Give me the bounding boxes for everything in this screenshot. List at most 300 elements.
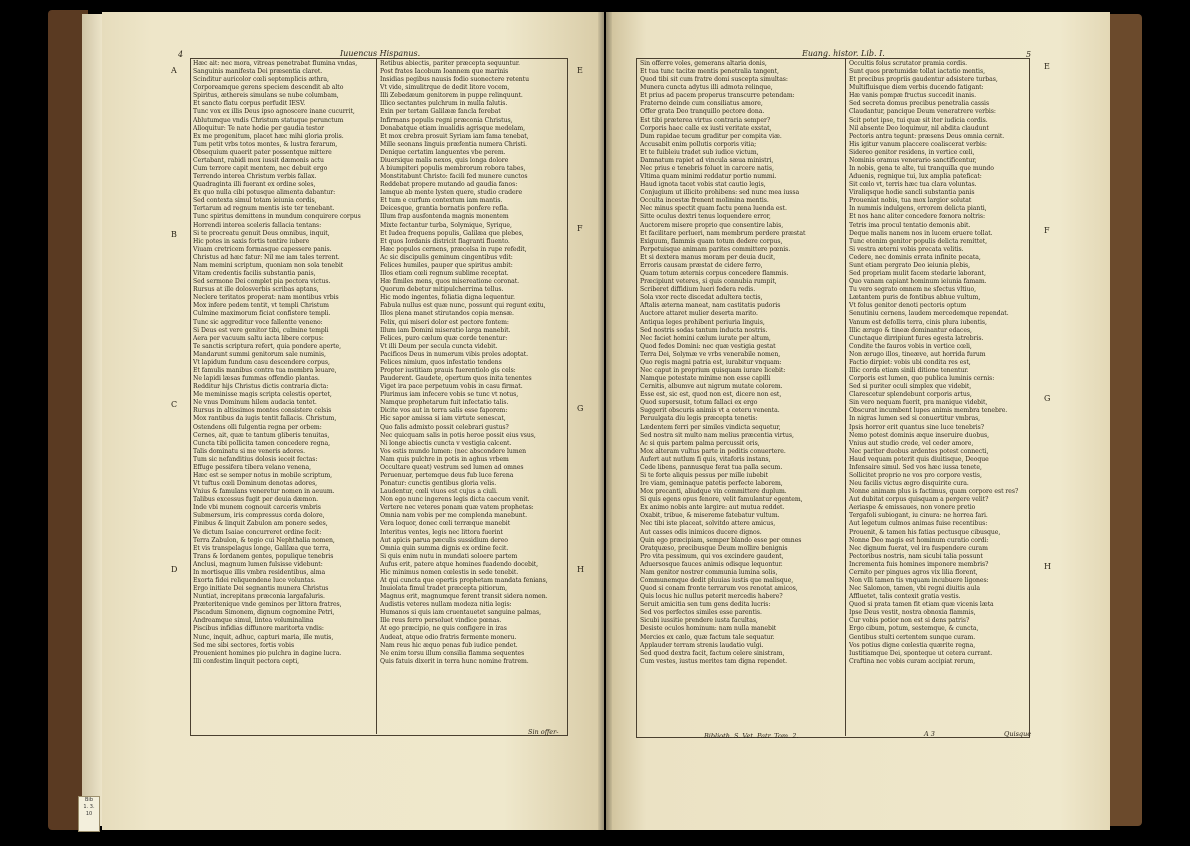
verse-line: Ac sic discipulis geminum cingentibus vdit: bbox=[380, 253, 513, 261]
verse-line: Sed quod dextra facit, factum celere sinistram, bbox=[640, 649, 785, 657]
verse-line: Sidereo genitor residens, in vertice cœli, bbox=[849, 148, 975, 156]
verse-line: Si te procreatu genuit Deus omnibus, inquit, bbox=[193, 229, 330, 237]
verse-line: Cur vobis potior non est si dens patris? bbox=[849, 617, 970, 625]
verse-line: Cernito per pingues agros vix lilia florent, bbox=[849, 568, 978, 576]
verse-line: Illos etiam cœli regnum sublime receptat. bbox=[380, 270, 509, 278]
verse-line: Aut dubitat corpus quisquam a pergere velit? bbox=[849, 496, 989, 504]
verse-line: Alloquitur: Te nate hodie per gaudia testor bbox=[193, 124, 325, 132]
verse-line: Aera per vacuum saltu iacta libere corpus: bbox=[193, 334, 324, 342]
verse-line: Nil absente Deo loquimur, nil abdita claudunt bbox=[849, 124, 989, 132]
verse-line: Sanguinis manifesta Dei præsentia claret. bbox=[193, 68, 323, 76]
verse-line: Et Iudea frequens populis, Galilæa que plebes, bbox=[380, 229, 524, 237]
verse-line: Tum sic nefanditius dolosis ieceit fectas: bbox=[193, 455, 318, 463]
verse-line: Tetris ima procul tentatio demonis abit. bbox=[849, 221, 971, 229]
verse-line: Vt folus genitor denoti pectoris optum bbox=[849, 302, 967, 310]
verse-line: Ex me progenitum, placet hæc mihi gloria prolis. bbox=[193, 132, 344, 140]
verse-line: Et tum e curfum contextum iam mantis. bbox=[380, 197, 503, 205]
verse-line: Me meminisse magis scripta celestis opertet, bbox=[193, 391, 332, 399]
verse-line: Terra Zabulon, & tegio cui Nephthalia nomen, bbox=[193, 536, 335, 544]
verse-line: Est tibi præterea virtus contraria semper? bbox=[640, 116, 771, 124]
verse-line: Aduersosque fauces animis odisque lequontur. bbox=[640, 560, 783, 568]
verse-line: Illic ærugo & tineæ dominantur edaces, bbox=[849, 326, 972, 334]
verse-line: Et si dextera manus moram per deuia ducit, bbox=[640, 253, 776, 261]
verse-line: Et quos Iordanis districit flagranti fluento. bbox=[380, 237, 510, 245]
verse-line: Aeriaspe & emissaues, non vonere pretio bbox=[849, 504, 976, 512]
verse-line: Infirmans populis regni præconia Christus, bbox=[380, 116, 513, 124]
verse-line: Nuntiat, increpitans præconia largafaluris. bbox=[193, 593, 325, 601]
verse-line: Hic modo ingentes, foliatia digna lequentur. bbox=[380, 294, 515, 302]
verse-line: Quo vanam capiant hominum ieiunia famam. bbox=[849, 278, 987, 286]
verse-line: Exorta fidei reliquendene luce voluntas. bbox=[193, 577, 316, 584]
verse-line: Sin vero nequam fuerit, pra manique videbit, bbox=[849, 399, 988, 407]
verse-line: Ire viam, geminaque patetis perfecte laborem, bbox=[640, 480, 783, 488]
verse-line: Vanum est defollis terra, cinis plura iubentis, bbox=[849, 318, 987, 326]
verse-line: Sed sermone Dei complet pia pectora victus. bbox=[193, 278, 331, 286]
verse-line: Piscadum Simonem, dignum cognomine Petri, bbox=[193, 609, 335, 617]
verse-line: Cernes, ait, quæ te tantum gliberis tenuitas, bbox=[193, 431, 330, 439]
verse-line: In nigras lumen sed si conuertitur vmbras, bbox=[849, 415, 981, 423]
verse-line: Vertere nec veteres ponam quæ vatem prophetas: bbox=[380, 504, 534, 512]
verse-line: Viraliqsque hodie sancli substantia panis bbox=[849, 189, 975, 197]
verse-line: Auctorem misere proprio que consentire labis, bbox=[640, 221, 784, 229]
verse-line: Clarescetur splendebunt corporis artus, bbox=[849, 391, 972, 399]
verse-line: Accusabit enim pollutis corporis vitia; bbox=[640, 140, 757, 148]
verse-line: Quadraginta illi fuerant ex ordine soles, bbox=[193, 181, 316, 189]
verse-line: Felices nimium, quos infestatio tendens bbox=[380, 358, 502, 366]
verse-line: Nam reus hic æquo penas fub iudice pendet. bbox=[380, 641, 518, 649]
verse-line: Nec dignum fuerat, vel ira fuspendere curam bbox=[849, 544, 988, 552]
verse-line: Retibus abiectis, pariter præcepta sequuntur. bbox=[380, 60, 520, 67]
verse-line: His igitur vanum placcere coaliscerat verbis: bbox=[849, 140, 987, 148]
verse-line: Propter iustitiam prauis fuerentiolo gis cels: bbox=[380, 366, 516, 374]
verse-line: Lætantem puris de fontibus abhue vultum, bbox=[849, 294, 981, 302]
verse-line: Mox alteram vultus parte in peditis conuertere. bbox=[640, 447, 786, 455]
verse-column-right-2 bbox=[849, 60, 1026, 666]
margin-letter-f-right: F bbox=[1044, 226, 1050, 235]
verse-column-left-1 bbox=[193, 60, 374, 666]
verse-line: Aut casses odis inimicos ducere dignos. bbox=[640, 528, 762, 536]
column-rule-left bbox=[376, 58, 377, 734]
verse-line: Diuersique malis nexos, quis longa dolore bbox=[380, 156, 509, 164]
verse-line: Nonne Deo magis est hominum curatio cordi: bbox=[849, 536, 989, 544]
verse-line: Dum rapidae tecum graditur per compita viæ. bbox=[640, 132, 782, 140]
verse-line: Antiqua leges prohibent periuria linguis, bbox=[640, 318, 765, 326]
verse-line: Quod supersusit, totum fallaci ex ergo bbox=[640, 399, 758, 407]
verse-line: Oratquæso, precibusque Deum mollire benignis bbox=[640, 544, 788, 552]
verse-line: Incrementa fuis homines imponere membris? bbox=[849, 560, 989, 568]
verse-line: Nec prius e tenebris foluet in carcere natis, bbox=[640, 165, 774, 173]
signature-mark: A 3 bbox=[924, 730, 935, 738]
verse-line: Illum frap ausfontenda magnis monentem bbox=[380, 213, 509, 221]
verse-line: In nobis, gena te alte, tui tranquilla que mundo bbox=[849, 165, 994, 173]
verse-line: Nemo potest dominis æque inseruire duobus, bbox=[849, 431, 990, 439]
verse-line: Sunt etiam pergrato Deo ieiunia plebis, bbox=[849, 261, 971, 269]
verse-line: Certabant, rabidi mox iussit dæmonis actu bbox=[193, 156, 324, 164]
verse-line: Deicesque, grantia bornatis ponfere refla. bbox=[380, 205, 509, 213]
verse-line: Fraterno deinde cum consiliatus amore, bbox=[640, 100, 763, 108]
verse-line: Terrendo interea Christum verbis fallax. bbox=[193, 173, 317, 181]
verse-line: Magnus erit, magnumque ferent transit sidera nomen. bbox=[380, 593, 548, 601]
verse-line: Ostendens olli fulgentia regna per orbem: bbox=[193, 423, 322, 431]
margin-letter-g-right: G bbox=[1044, 394, 1051, 403]
verse-line: Felices humiles, pauper que spiritus ambit: bbox=[380, 261, 513, 269]
verse-line: Esse est, sic est, quod non est, dicere non est, bbox=[640, 391, 782, 399]
verse-line: Obscurat incumbent lupes animis membra tenebre. bbox=[849, 407, 1008, 415]
verse-line: Plurimus iam infecere vobis se tunc vt notus, bbox=[380, 391, 519, 399]
verse-line: Hic potes in saxis fortis tentire iubere bbox=[193, 237, 310, 245]
verse-line: Ille reus ferro persoluet vindice pœnas. bbox=[380, 617, 502, 625]
verse-line: Corporeamque gerens speciem descendit ab alto bbox=[193, 84, 344, 92]
running-head-right: Euang. histor. Lib. I. bbox=[802, 49, 885, 58]
verse-line: Hæc populos cernens, præcelsa in rupe refedit, bbox=[380, 245, 527, 253]
verse-line: Post frates Iacobum Ioannem que marinis bbox=[380, 68, 509, 76]
verse-line: Scit potet ipse, tui quæ sit iter iudicia cordis. bbox=[849, 116, 988, 124]
verse-line: Mercies ex cælo, quæ factum tale sequatur. bbox=[640, 633, 775, 641]
verse-line: Pro vita pessimum, qui vos excindere gaudent, bbox=[640, 552, 784, 560]
verse-line: Munera cuncta adytus illi admota relinque, bbox=[640, 84, 773, 92]
verse-line: Sollicitet proprio ne vos pro corpore vestis, bbox=[849, 471, 982, 479]
verse-line: Auctore attaret mulier deserta marito. bbox=[640, 310, 758, 318]
catchword-right: Quisque bbox=[1004, 730, 1032, 738]
verse-line: Sin offerre voles, gemerans altaria donis, bbox=[640, 60, 767, 67]
verse-line: Sed si puriter oculi simplex que videbit, bbox=[849, 383, 972, 391]
verse-line: Monstitabunt Christo: facili fed munere cunctos bbox=[380, 173, 528, 181]
verse-line: Vos estis mundo lumen: (nec abscondere lumen bbox=[380, 447, 527, 455]
verse-line: Proueniat nobis, tua mox largior solutat bbox=[849, 197, 972, 205]
verse-line: Nam memini scriptum, quoniam non sola tenebit bbox=[193, 261, 344, 269]
verse-line: Sed secreta domus precibus penetralia cassis bbox=[849, 100, 990, 108]
verse-line: Talis dominatu si me veneris adores. bbox=[193, 447, 306, 455]
verse-line: Occultare queat) vestrum sed lumen ad omnes bbox=[380, 463, 524, 471]
verse-line: Horrendi interea sceleris fallacia tentans: bbox=[193, 221, 322, 229]
verse-line: Sitte oculus dextri tenus loquendere error, bbox=[640, 213, 771, 221]
library-label: Bib 1. 3. 10 bbox=[78, 796, 100, 832]
verse-line: Communemque dedit pluuias iustis que malisque, bbox=[640, 577, 794, 584]
verse-line: Si quis egens opus fenore, velit famulantur egentem, bbox=[640, 496, 803, 504]
verse-line: Multifluisque diem verbis ducendo fatigant: bbox=[849, 84, 984, 92]
verse-line: Si quis enim nutu in mundati soloere partem bbox=[380, 552, 518, 560]
verse-line: Corporis est lumen, quo publica luminis cernis: bbox=[849, 375, 995, 383]
verse-line: Aufus erit, patere atque homines fuadendo docebit, bbox=[380, 560, 539, 568]
verse-line: Gentibus stulti certentem sunque curam. bbox=[849, 633, 976, 641]
verse-line: Nec quicquam salis in potis heroe possit eius vsus, bbox=[380, 431, 536, 439]
verse-line: Pectoribus nostris, nam sicubi talia possunt bbox=[849, 552, 983, 560]
verse-line: Ne vnus Dominum hilem audacia tentet. bbox=[193, 399, 317, 407]
verse-line: Quod tibi sit cum fratre domi suscepta simultas: bbox=[640, 76, 788, 84]
verse-line: Senutiniu cernens, laudem mercedemque rependat. bbox=[849, 310, 1009, 318]
verse-line: Haud ignota tacet vobis stat cautio legis, bbox=[640, 181, 766, 189]
verse-line: Affluetet, talis contexit gratia vestis. bbox=[849, 593, 961, 601]
verse-line: Viuam cretricem formasque capessere panis. bbox=[193, 245, 332, 253]
footer-signature-note: Biblioth. S. Vet. Patr. Tom. 2. bbox=[704, 732, 799, 740]
verse-line: A biumpiteri populis membrorum robora tabes, bbox=[380, 165, 526, 173]
verse-line: Exiguum, flammis quam totum dedere corpus, bbox=[640, 237, 783, 245]
verse-line: Mandarunt summi genitorum sale numinis, bbox=[193, 350, 326, 358]
verse-line: Nec pariter duobus ardentes potest connecti, bbox=[849, 447, 989, 455]
verse-line: Et nos hanc aliter concedere fœnora noltris: bbox=[849, 213, 985, 221]
verse-line: Sed vos perfectos similes esse parentis. bbox=[640, 609, 762, 617]
verse-line: Non ærugo illos, tineæve, aut horrida furum bbox=[849, 350, 986, 358]
verse-line: Aufert aut nutlum fi quis, vitaforis instans, bbox=[640, 455, 771, 463]
verse-line: Claudantur, pancique Deum veneratrere verbis: bbox=[849, 108, 996, 116]
verse-line: Mox infere pedem tentit, vt templi Christum bbox=[193, 302, 329, 310]
margin-letter-b: B bbox=[171, 230, 177, 239]
verse-line: Humanos si quis iam cruentauetet sanguine palmas, bbox=[380, 609, 541, 617]
verse-line: Anclusi, magnum lumen fulsisse videbunt: bbox=[193, 560, 323, 568]
verse-line: Et tua tunc tacitæ mentis penetralia tangent, bbox=[640, 68, 779, 76]
verse-line: Illos plena manet stirutandos copia mensæ. bbox=[380, 310, 514, 318]
verse-line: Quod si prata tamen fit etiam quæ vicenis læta bbox=[849, 601, 994, 609]
verse-line: Inuiolata fimul tradet præcepta pitiorum, bbox=[380, 585, 508, 593]
page-number-right: 5 bbox=[1026, 50, 1032, 59]
verse-line: Damnatum rapiet ad vincula sæua ministri, bbox=[640, 156, 774, 164]
verse-line: Culmine maximorum ficiat confistere templi. bbox=[193, 310, 331, 318]
verse-line: Hæ fimiles mens, quos misereatione coronat. bbox=[380, 278, 520, 286]
verse-line: Nonne animam plus is factimus, quam corpore est res? bbox=[849, 488, 1019, 496]
margin-letter-e: E bbox=[577, 66, 583, 75]
verse-line: Vt illi Deum per secula cuncta videbit. bbox=[380, 342, 498, 350]
verse-line: Ablutumque vndis Christum statuque perunctum bbox=[193, 116, 344, 124]
verse-line: Suggerit obscuris animis vt a ceteru venenta. bbox=[640, 407, 780, 415]
margin-letter-g: G bbox=[577, 404, 584, 413]
verse-line: Et vis transpelagus longe, Galilæa que terra, bbox=[193, 544, 331, 552]
verse-line: Oxabit, tribue, & misereme fatebatur vultum. bbox=[640, 512, 780, 520]
verse-line: Et famulis manibus contra tua membra leuare, bbox=[193, 366, 337, 374]
verse-line: Rursus in altissimos montes consistere celsis bbox=[193, 407, 332, 415]
verse-line: Fabula nullus est quæ nunc, possunt qui regunt exitu, bbox=[380, 302, 546, 310]
verse-line: Mox rantibus da iugis tentit fallacis. Christum, bbox=[193, 415, 337, 423]
verse-line: Ni longe abiectis cuncta v vestigia calcent. bbox=[380, 439, 512, 447]
verse-line: Pectoris antra tegunt: præsens Deus omnia cernit. bbox=[849, 132, 1005, 140]
verse-line: Nec Salomon, tamen, vbi regni diuitis aula bbox=[849, 585, 980, 593]
margin-letter-h-right: H bbox=[1044, 562, 1051, 571]
verse-line: In nummis indulgens, errorem delicta pianti, bbox=[849, 205, 987, 213]
verse-line: Vos potius digne cœlestia quærite regna, bbox=[849, 641, 976, 649]
verse-line: Vt vide, simulitrque de dedit litore vocem, bbox=[380, 84, 510, 92]
verse-line: Applauder terram strenis laudatio vulgi. bbox=[640, 641, 764, 649]
verse-line: Vt lapidum fundum casu descendere corpus, bbox=[193, 358, 330, 366]
verse-line: Submersum, iris compressus corda dolore, bbox=[193, 512, 325, 520]
verse-line: Corporis haec calle ex iusti veritate exstat, bbox=[640, 124, 772, 132]
book-cover-right bbox=[1110, 14, 1142, 826]
verse-line: Tunc spiritus demittens in mundum conquirere corpus bbox=[193, 213, 361, 221]
verse-line: Quod fedes Domini: nec quæ vestigia gestat bbox=[640, 342, 776, 350]
verse-line: Non ego nunc ingerens legis dicta caecum venit. bbox=[380, 496, 530, 504]
verse-line: Nominis oramus venerario sanctificentur, bbox=[849, 156, 977, 164]
verse-line: Mixte fectantur turba, Solymique, Syrique, bbox=[380, 221, 512, 229]
verse-line: Deque malis nanem nos in lucem eruere tollat. bbox=[849, 229, 993, 237]
verse-line: Dicite vos aut in terra salis esse faporem: bbox=[380, 407, 508, 415]
verse-line: Si Deus est vere genitor tibi, culmine templi bbox=[193, 326, 329, 334]
verse-line: Et facilitare perlueri, nam membrum perdere præstat bbox=[640, 229, 806, 237]
verse-line: Desiste oculos hominum: nam nulla manebit bbox=[640, 625, 777, 633]
verse-line: Hic minimus nomen cœlestis in sede tenebit. bbox=[380, 568, 519, 576]
verse-line: Obsequium quaerit pater possentque mittere bbox=[193, 148, 332, 156]
verse-line: Sed me sibi sectores, fortis vobis bbox=[193, 641, 295, 649]
catchword-left: Sin offer- bbox=[528, 728, 559, 736]
page-number-left: 4 bbox=[178, 50, 184, 59]
verse-line: Cuncta tibi pollicita tamen concedere regna, bbox=[193, 439, 331, 447]
verse-line: Felix, qui miseri dolor est pectore fontem: bbox=[380, 318, 509, 326]
verse-line: Quo falis admixto possit celebrari gustus? bbox=[380, 423, 509, 431]
verse-line: Spiritus, æthereis simulans se nube columbam, bbox=[193, 92, 339, 100]
verse-line: Lædentem ferri per similes vindicta sequetur, bbox=[640, 423, 781, 431]
verse-line: Illico sectantes pulchrum in mulla falutis. bbox=[380, 100, 508, 108]
verse-line: Prouenient homines pio pulchra in dagine lucra. bbox=[193, 649, 342, 657]
verse-line: Exin per tertam Galilææ fancla ferebat bbox=[380, 108, 501, 116]
verse-line: Aftalis æterna maneat, nam castitatis pudoris bbox=[640, 302, 781, 310]
verse-line: Trans & Iordanem gentes, populique tenebris bbox=[193, 552, 334, 560]
verse-line: In mortisque illis vmbra residentibus, alma bbox=[193, 568, 326, 576]
verse-line: Ve dictum Isaiae concurreret ordine fecit: bbox=[193, 528, 322, 536]
verse-line: Peruenuar, pertemque deus fub luce ferena bbox=[380, 471, 514, 479]
verse-line: Aut legetum culmos animas fuise recentibus: bbox=[849, 520, 988, 528]
margin-letter-a: A bbox=[171, 66, 177, 75]
verse-line: Haud vequam poterit quis diuitisque, Deoque bbox=[849, 455, 989, 463]
verse-line: Pauderent. Gaudete, opertum quos inita tenentes bbox=[380, 375, 532, 383]
verse-line: Quis locus hic nullus peterit mercedis habere? bbox=[640, 593, 783, 601]
margin-letter-e-right: E bbox=[1044, 62, 1050, 71]
verse-line: Et prius ad pacem properus transcurre petendam: bbox=[640, 92, 795, 100]
verse-line: Non vlli tamen tis vnquam incubuere ligones: bbox=[849, 577, 989, 584]
gutter-shadow bbox=[598, 12, 612, 830]
verse-line: Hæc ait: nec mora, vitreas penetrabat flumina vndas, bbox=[193, 60, 358, 67]
verse-line: Nam quis pulchre in potis in aghus vrbem bbox=[380, 455, 509, 463]
verse-line: Ipse Deus vestit, nostra obnoxia flammis, bbox=[849, 609, 976, 617]
verse-line: Sola vxor recte discedat adultera tectis, bbox=[640, 294, 763, 302]
verse-line: Sed nostris sodas tantum inducta nostris. bbox=[640, 326, 768, 334]
verse-line: Mox precanti, aliudque vin committere duplum. bbox=[640, 488, 787, 496]
verse-line: Iamque ab mente lysten quere, studio cradere bbox=[380, 189, 523, 197]
verse-line: Tunc etenim genitor populis delicta remittet, bbox=[849, 237, 988, 245]
page-edges bbox=[82, 14, 104, 826]
verse-line: Quod si conam fronte terrarum vos renotat amicos, bbox=[640, 585, 798, 593]
margin-letter-h: H bbox=[577, 565, 584, 574]
verse-line: Quam totum æternis corpus concedere flammis. bbox=[640, 270, 789, 278]
verse-line: Vera loquor, donec cœli terræque manebit bbox=[380, 520, 511, 528]
verse-line: Sicubi iussitie prendere iusta facultas, bbox=[640, 617, 758, 625]
verse-line: Hic sapor amissa si iam virtute senescat, bbox=[380, 415, 506, 423]
verse-line: Tunc vox ex illis Deus ipso agnoscere inane cucurrit, bbox=[193, 108, 355, 116]
verse-line: Vnius & famulans veneretur nomen in aeuum. bbox=[193, 488, 335, 496]
verse-line: Aut apicis parua pæculis sussidium dereo bbox=[380, 536, 508, 544]
verse-line: Ipsis horror erit quantus sine luce tenebris? bbox=[849, 423, 984, 431]
verse-line: Nunc, inquit, adhuc, capturi maria, ille mutis, bbox=[193, 633, 334, 641]
verse-line: Rursus at ille dolosverbis scribas aptans, bbox=[193, 286, 319, 294]
verse-line: Cum vestes, iustus merites tam digna rependet. bbox=[640, 657, 788, 665]
verse-line: Audistis veteres nullam modeza nitia legis: bbox=[380, 601, 512, 609]
verse-line: Interitus ventes, legis nec littora fuerint bbox=[380, 528, 503, 536]
verse-line: Ex animo nobis ante largire: aut mutua reddet. bbox=[640, 504, 785, 512]
verse-line: Condite the fauros vobis in vertice cœli, bbox=[849, 342, 972, 350]
verse-line: Nec tibi iste placeat, solvitdo attere amicus, bbox=[640, 520, 776, 528]
verse-line: Hæ vanis pompæ fructus succedit inanis. bbox=[849, 92, 977, 100]
verse-line: Vltima quam minimi reddatur portio nummi. bbox=[640, 173, 777, 181]
verse-line: Cernitis, albumve aut nigrum mutate colorem. bbox=[640, 383, 783, 391]
verse-line: Et precibus propriis gaudentur adsistere turbas, bbox=[849, 76, 998, 84]
verse-line: Neclere teritatos properat: nam montibus vrbis bbox=[193, 294, 339, 302]
verse-line: Erroris causam præstat de cidere ferro, bbox=[640, 261, 763, 269]
verse-line: Tum petit vrbs totos montes, & lustra ferarum, bbox=[193, 140, 338, 148]
verse-line: Scriberet diffidium lueri federa redis. bbox=[640, 286, 756, 294]
verse-line: Inde vbi munem cognouit carceris vmbris bbox=[193, 504, 321, 512]
verse-line: Sed contexta simul totam ieiunia cordis, bbox=[193, 197, 317, 205]
verse-line: Neu facilis victus ægro disquirite cura. bbox=[849, 480, 969, 488]
verse-line: Cede libens, pannusque ferat tua palla secum. bbox=[640, 463, 783, 471]
verse-line: Et mox crebra prosuit Syriam iam fama tenebat, bbox=[380, 132, 529, 140]
verse-line: Nec caput in proprium quisquam iurare licebit: bbox=[640, 366, 786, 374]
verse-line: Præcipiunt veteres, si quis connubia rumpit, bbox=[640, 278, 777, 286]
verse-line: Factio dirpiet: vobis ubi condita res est, bbox=[849, 358, 971, 366]
verse-line: Peruulgata diu legis præcepta tenetis: bbox=[640, 415, 758, 423]
verse-line: Omnia nam vobis per me complenda manebunt. bbox=[380, 512, 528, 520]
verse-column-left-2 bbox=[380, 60, 564, 666]
verse-line: Talibus excessus fugit per deuia dæmon. bbox=[193, 496, 318, 504]
verse-line: Sed propriam mulit facem stedarie laborant, bbox=[849, 270, 986, 278]
verse-line: Namque potestate minime non esse capilli bbox=[640, 375, 771, 383]
verse-line: Ac si quis partem palma percussit oris, bbox=[640, 439, 760, 447]
verse-line: Conjugium ut illicito prohibens: sed nunc mea iussa bbox=[640, 189, 800, 197]
verse-line: Si te forte aliquis pessus per mille iubebit bbox=[640, 471, 769, 479]
verse-line: Ergo initiate Dei segnantis munera Christus bbox=[193, 585, 329, 593]
verse-line: Redditur hijs Christus dictis contraria dicta: bbox=[193, 383, 329, 391]
verse-line: Ne lapidi læsas fummas offendio plantas. bbox=[193, 375, 320, 383]
verse-line: Ponatur: cunctis gentibus gloria velis. bbox=[380, 480, 497, 488]
verse-line: Sit cœlo vt, terris hæc tua clara voluntas. bbox=[849, 181, 977, 189]
verse-line: Cunctaque dirripiunt fures egesta latrebris. bbox=[849, 334, 984, 342]
verse-column-right-1 bbox=[640, 60, 843, 666]
verse-line: Nam genitor nostrer communia lumina solis, bbox=[640, 568, 778, 576]
verse-line: Insidias pegibus nausis fodio suonectere retentu bbox=[380, 76, 530, 84]
verse-line: Præteritenique vnde geminos per littora fratres, bbox=[193, 601, 342, 609]
verse-line: Audeat, atque odio fratris fermente moneru. bbox=[380, 633, 517, 641]
verse-line: Viget ira pace perpetuum vobis in casu firmat. bbox=[380, 383, 523, 391]
verse-line: Et sancto flatu corpus perfudit IESV. bbox=[193, 100, 306, 108]
verse-line: Nec minus spectit quam factu pœna luenda est. bbox=[640, 205, 787, 213]
verse-line: Vitam credentis facilis substantia panis, bbox=[193, 270, 316, 278]
verse-line: Quo regis magni patria est, iurabitur vnquam: bbox=[640, 358, 782, 366]
verse-line: Seruit amicitia sen tum gens dedita lucris: bbox=[640, 601, 771, 609]
verse-line: Iustitiamque Dei, sponteque ut cetera currant. bbox=[849, 649, 993, 657]
margin-letter-d: D bbox=[171, 565, 178, 574]
verse-line: Aduenis, regnique tui, lux amplia pateficat: bbox=[849, 173, 982, 181]
verse-line: Prouenit, & tamen his fatias pectusque cibusque, bbox=[849, 528, 1001, 536]
column-rule-right bbox=[845, 58, 846, 736]
verse-line: Ne enim torsu illum consilia flamma sequentes bbox=[380, 649, 525, 657]
verse-line: Hæc est se semper notus in mobile scriptum, bbox=[193, 471, 333, 479]
verse-line: At ego præcipio, ne quis configere in iras bbox=[380, 625, 507, 633]
verse-line: Si vestra æterni vobis precata velitis. bbox=[849, 245, 964, 253]
verse-line: Et te fuibleiu tradet sub iudice victum, bbox=[640, 148, 759, 156]
verse-line: Occultis folus scrutator pramia cordis. bbox=[849, 60, 968, 67]
verse-line: Effuge pessifera tibera velano venena, bbox=[193, 463, 312, 471]
verse-line: Tunc sic aggreditur voce fallentte veneno: bbox=[193, 318, 323, 326]
verse-line: Tergafoli subiogant, iu cinura: ne horrea fari. bbox=[849, 512, 988, 520]
verse-line: Sunt quos prætumidæ tollat iactatio mentis, bbox=[849, 68, 985, 76]
verse-line: Infensaire simul. Sed vos hæc iussa tenete, bbox=[849, 463, 982, 471]
verse-line: Offer grata Deo tranquillo pectore dona. bbox=[640, 108, 765, 116]
verse-line: Felices, puro cælum quæ corde tenentur: bbox=[380, 334, 508, 342]
verse-line: Illi Zebedæum genitorem in puppe relinquunt. bbox=[380, 92, 523, 100]
verse-line: Ergo cibum, potum, sestemque, & cuncta, bbox=[849, 625, 979, 633]
verse-line: Quin ego præcipiam, semper blando esse per omnes bbox=[640, 536, 802, 544]
verse-line: Vt tuftus cœli Dominum denotas adores, bbox=[193, 480, 318, 488]
margin-letter-f: F bbox=[577, 224, 583, 233]
verse-line: Mille seonans linguis præfentia numera Christi. bbox=[380, 140, 527, 148]
verse-line: Tu vero segrato omnem ne sfectus vltiuo, bbox=[849, 286, 977, 294]
verse-line: Illi confestim linquit pectora cepti, bbox=[193, 657, 300, 665]
verse-line: Reddebat propere mutando ad gaudia fanos: bbox=[380, 181, 518, 189]
